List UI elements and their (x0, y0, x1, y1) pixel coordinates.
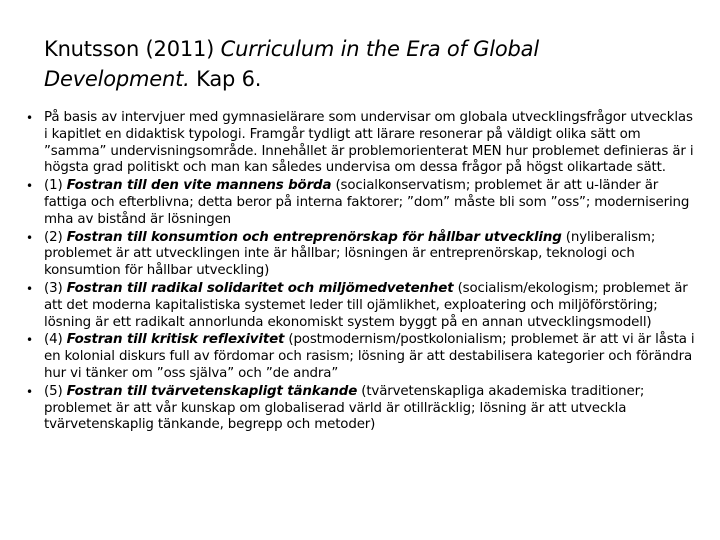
bullet-dot-icon: • (26, 333, 33, 348)
title-work: Curriculum in the Era of Global Development. (44, 37, 539, 91)
bullet-list (26, 110, 698, 435)
bullet-text: (socialkonservatism; problemet är att u-länder är fattiga och efterblivna; detta beror på interna faktorer; ”dom” måste bli som ”oss”; modernisering mha av bistånd är lösningen (44, 178, 690, 227)
bullet-dot-icon: • (26, 111, 33, 125)
bullet-item-intro (26, 110, 698, 177)
bullet-prefix: (3) (44, 280, 67, 296)
bullet-item-3 (26, 281, 698, 331)
bullet-dot-icon: • (26, 384, 33, 399)
bullet-emphasis: Fostran till konsumtion och entreprenörskap för hållbar utveckling (66, 229, 562, 245)
bullet-emphasis: Fostran till radikal solidaritet och miljömedvetenhet (66, 280, 454, 296)
bullet-text: (postmodernism/postkolonialism; problemet är att vi är låsta i en kolonial diskurs full av fördomar och rasism; lösning är att destabilisera kategorier och förändra hur vi tänker om ”oss själva” och ”de andra” (44, 332, 695, 381)
bullet-text: (nyliberalism; problemet är att utvecklingen inte är hållbar; lösningen är entreprenörskap, teknologi och konsumtion för hållbar utveckling) (44, 229, 656, 279)
bullet-item-4 (26, 332, 698, 382)
bullet-emphasis: Fostran till den vite mannens börda (66, 178, 332, 194)
slide-title (44, 34, 684, 94)
bullet-text: (socialism/ekologism; problemet är att det moderna kapitalistiska systemet leder till ojämlikhet, exploatering och miljöförstöring; lösning är ett radikalt annorlunda ekonomiskt system byggt på en annan utvecklingsmodell) (44, 280, 688, 330)
bullet-text: På basis av intervjuer med gymnasielärare som undervisar om globala utvecklingsfrågor utvecklas i kapitlet en didaktisk typologi. Framgår tydligt att lärare resonerar på väldigt olika sätt om ”samma” undervisningsområde. Innehållet är problemorienterat MEN hur problemet definieras är i högsta grad politiskt och man kan således undervisa om dessa frågor på högst olikartade sätt. (44, 110, 694, 176)
title-author: Knutsson (2011) (44, 37, 221, 61)
bullet-item-5 (26, 384, 698, 434)
bullet-prefix: (1) (44, 178, 67, 194)
bullet-item-1 (26, 178, 698, 228)
bullet-prefix: (5) (44, 383, 67, 399)
bullet-text: (tvärvetenskapliga akademiska traditioner; problemet är att vår kunskap om globaliserad värld är otillräcklig; lösning är att utveckla tvärvetenskaplig tänkande, begrepp och metoder) (44, 383, 645, 433)
bullet-emphasis: Fostran till kritisk reflexivitet (66, 332, 285, 348)
title-chapter: Kap 6. (189, 67, 262, 91)
bullet-emphasis: Fostran till tvärvetenskapligt tänkande (66, 383, 358, 399)
bullet-prefix: (4) (44, 332, 67, 348)
bullet-item-2 (26, 230, 698, 280)
bullet-dot-icon: • (26, 179, 33, 194)
bullet-dot-icon: • (26, 230, 33, 245)
bullet-dot-icon: • (26, 281, 33, 296)
bullet-prefix: (2) (44, 229, 67, 245)
